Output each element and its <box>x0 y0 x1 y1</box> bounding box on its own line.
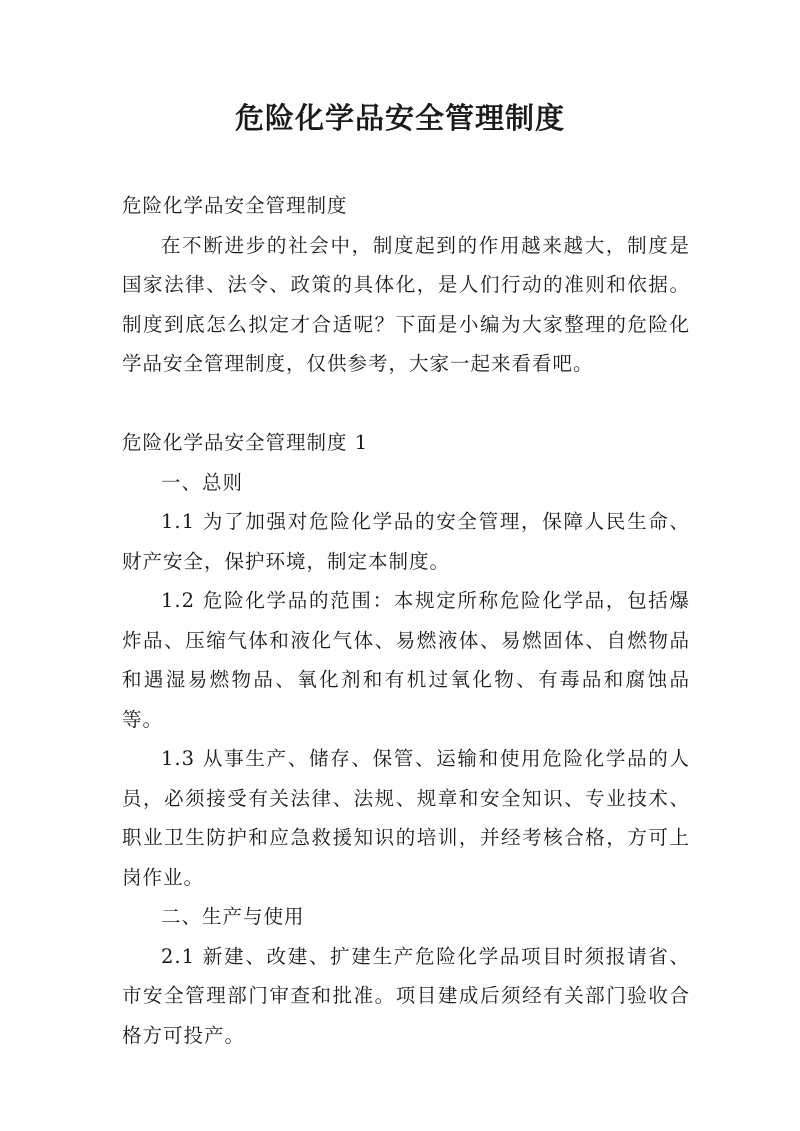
clause-1-2: 1.2 危险化学品的范围：本规定所称危险化学品，包括爆炸品、压缩气体和液化气体、易燃液体、易燃固体、自燃物品和遇湿易燃物品、氧化剂和有机过氧化物、有毒品和腐蚀品等。 <box>122 589 690 731</box>
clause-2-1: 2.1 新建、改建、扩建生产危险化学品项目时须报请省、市安全管理部门审查和批准。项目建成后须经有关部门验收合格方可投产。 <box>122 944 690 1047</box>
chapter-heading-general: 一、总则 <box>161 470 244 494</box>
clause-1-1: 1.1 为了加强对危险化学品的安全管理，保障人民生命、财产安全，保护环境，制定本制度。 <box>122 510 690 573</box>
document-title: 危险化学品安全管理制度 <box>234 101 565 135</box>
spacer <box>122 384 690 424</box>
intro-paragraph: 在不断进步的社会中，制度起到的作用越来越大，制度是国家法律、法令、政策的具体化，是人们行动的准则和依据。制度到底怎么拟定才合适呢？下面是小编为大家整理的危险化学品安全管理制度，仅供参考，大家一起来看看吧。 <box>122 233 690 375</box>
chapter-heading-production: 二、生产与使用 <box>161 905 305 928</box>
document-subtitle: 危险化学品安全管理制度 <box>122 194 348 217</box>
clause-1-3: 1.3 从事生产、储存、保管、运输和使用危险化学品的人员，必须接受有关法律、法规、规章和安全知识、专业技术、职业卫生防护和应急救援知识的培训，并经考核合格，方可上岗作业。 <box>122 747 690 889</box>
document-body <box>122 186 690 1055</box>
section-heading: 危险化学品安全管理制度 1 <box>122 431 369 454</box>
